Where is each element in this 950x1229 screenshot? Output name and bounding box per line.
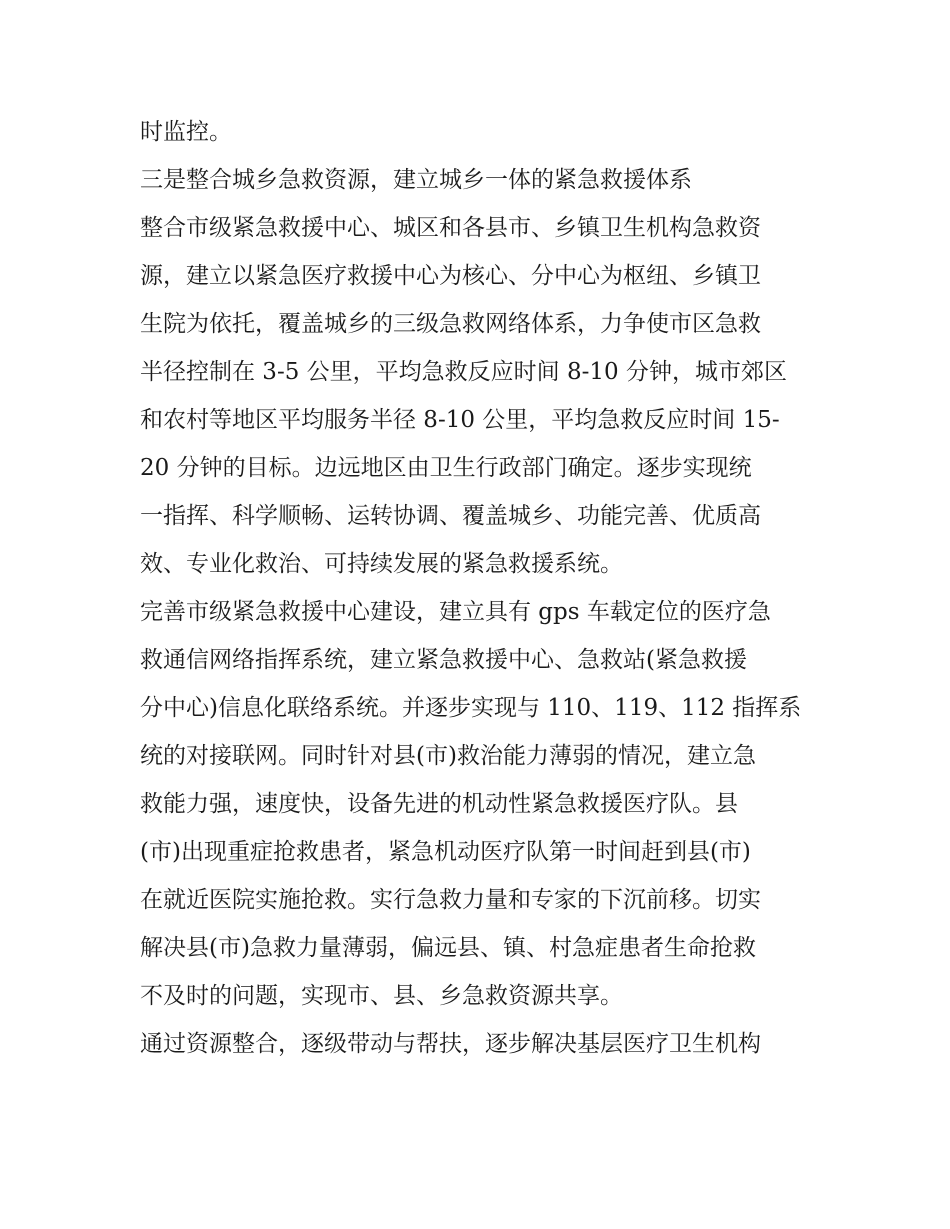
text-line: 解决县(市)急救力量薄弱，偏远县、镇、村急症患者生命抢救 xyxy=(140,935,756,961)
text-line: 不及时的问题，实现市、县、乡急救资源共享。 xyxy=(140,983,623,1009)
text-line: (市)出现重症抢救患者，紧急机动医疗队第一时间赶到县(市) xyxy=(140,839,751,865)
text-line: 救能力强，速度快，设备先进的机动性紧急救援医疗队。县 xyxy=(140,791,738,817)
text-line: 20 分钟的目标。边远地区由卫生行政部门确定。逐步实现统 xyxy=(140,455,752,481)
section-heading: 三是整合城乡急救资源，建立城乡一体的紧急救援体系 xyxy=(140,167,692,193)
text-line: 分中心)信息化联络系统。并逐步实现与 110、119、112 指挥系 xyxy=(140,695,802,721)
text-line: 时监控。 xyxy=(140,119,232,145)
text-line: 通过资源整合，逐级带动与帮扶，逐步解决基层医疗卫生机构 xyxy=(140,1031,761,1057)
text-line: 半径控制在 3-5 公里，平均急救反应时间 8-10 分钟，城市郊区 xyxy=(140,359,787,385)
text-line: 源，建立以紧急医疗救援中心为核心、分中心为枢纽、乡镇卫 xyxy=(140,263,761,289)
text-line: 整合市级紧急救援中心、城区和各县市、乡镇卫生机构急救资 xyxy=(140,215,761,241)
document-body xyxy=(140,108,820,1068)
text-line: 完善市级紧急救援中心建设，建立具有 gps 车载定位的医疗急 xyxy=(140,599,771,625)
text-line: 在就近医院实施抢救。实行急救力量和专家的下沉前移。切实 xyxy=(140,887,761,913)
text-line: 生院为依托，覆盖城乡的三级急救网络体系，力争使市区急救 xyxy=(140,311,761,337)
text-line: 和农村等地区平均服务半径 8-10 公里，平均急救反应时间 15- xyxy=(140,407,780,433)
text-line: 效、专业化救治、可持续发展的紧急救援系统。 xyxy=(140,551,623,577)
text-line: 统的对接联网。同时针对县(市)救治能力薄弱的情况，建立急 xyxy=(140,743,756,769)
text-line: 救通信网络指挥系统，建立紧急救援中心、急救站(紧急救援 xyxy=(140,647,747,673)
text-line: 一指挥、科学顺畅、运转协调、覆盖城乡、功能完善、优质高 xyxy=(140,503,761,529)
